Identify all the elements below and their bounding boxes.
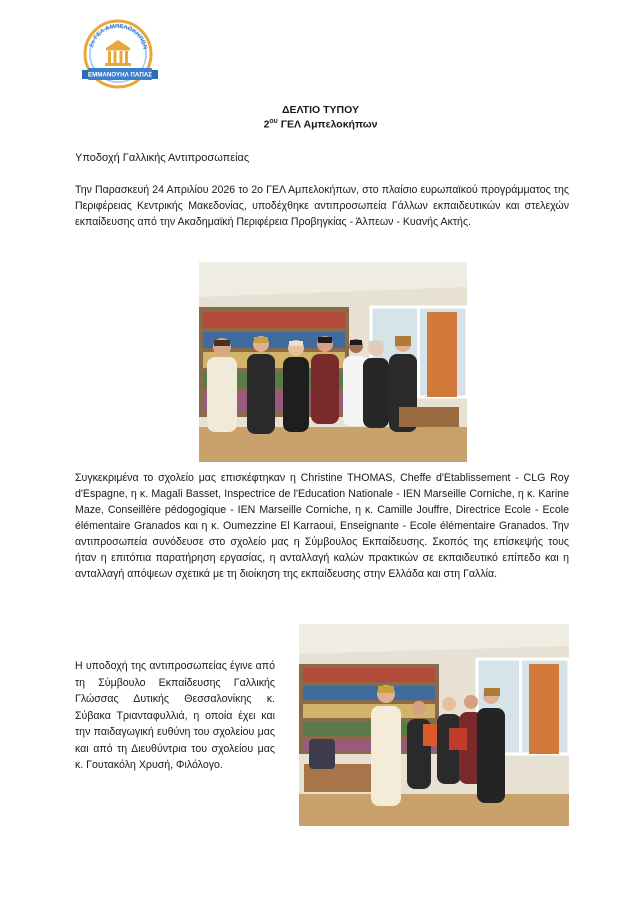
visitors-paragraph: Συγκεκριμένα το σχολείο μας επισκέφτηκαν η Christine THOMAS, Cheffe d'Etablissement - CLG Roy d'Espagne, η κ. Magali Basset, Inspectrice de l'Education Nationale - IEN Marseille Corniche, η κ. Karine Maze, Conseillère pédogogique - IEN Marseille Corniche, η κ. Camille Jouffre, Directrice Ecole - Ecole élémentaire Granados και η κ. Oumezzine El Karraoui, Enseignante - Ecole élémentaire Granados. Την αντιπροσωπεία συνόδευσε στο σχολείο μας η Σύμβουλος Εκπαίδευσης. Σκοπός της επίσκεψής τους ήταν η επιτόπια παρατήρηση εργασίας, η ανταλλαγή καλών πρακτικών σε εκπαιδευτικό επίπεδο και η ανταλλαγή απόψεων σχετικά με τη διοίκηση της εκπαίδευσης στην Ελλάδα και στη Γαλλία. — [75, 472, 569, 580]
logo-arc-text: 2ο ΓΕΛ ΑΜΠΕΛΟΚΗΠΩΝ — [88, 23, 148, 51]
logo-ribbon-text: ΕΜΜΑΝΟΥΗΛ ΠΑΠΑΣ — [87, 71, 153, 79]
group-photo — [199, 262, 467, 462]
intro-paragraph: Την Παρασκευή 24 Απριλίου 2026 το 2ο ΓΕΛ Αμπελοκήπων, στο πλαίσιο ευρωπαϊκού προγράμματος της Περιφέρειας Κεντρικής Μακεδονίας, υποδέχθηκε αντιπροσωπεία Γάλλων εκπαιδευτικών και στελεχών εκπαίδευσης από την Ακαδημαϊκή Περιφέρεια Προβηγκίας - Άλπεων - Κυανής Ακτής. — [75, 184, 569, 228]
school-heading — [0, 118, 641, 131]
press-release-title: ΔΕΛΤΙΟ ΤΥΠΟΥ — [282, 104, 359, 116]
temple-emblem-icon — [78, 18, 162, 94]
gift-photo — [299, 624, 569, 826]
school-number-suffix: ου — [269, 118, 278, 125]
reception-paragraph: Η υποδοχή της αντιπροσωπείας έγινε από τη Σύμβουλο Εκπαίδευσης Γαλλικής Γλώσσας Δυτικής Θεσσαλονίκης κ. Σύβακα Τριανταφυλλιά, η οποία έχει και την παιδαγωγική ευθύνη του σχολείου μας και από τη Διευθύντρια του σχολείου μας κ. Γουτακόλη Χρυσή, Φιλόλογο. — [75, 660, 275, 771]
school-logo — [78, 18, 162, 94]
school-name: ΓΕΛ Αμπελοκήπων — [280, 118, 378, 131]
subheading: Υποδοχή Γαλλικής Αντιπροσωπείας — [75, 152, 250, 164]
school-number: 2 — [263, 118, 270, 131]
